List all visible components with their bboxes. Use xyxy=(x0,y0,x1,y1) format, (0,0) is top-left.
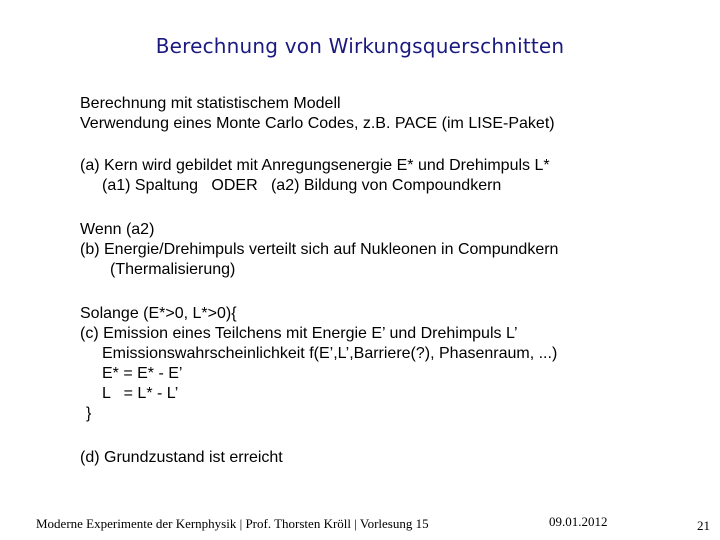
text-line: E* = E* - E’ xyxy=(102,365,183,382)
spacer xyxy=(80,280,680,304)
spacer xyxy=(80,134,680,156)
page-number: 21 xyxy=(697,518,710,533)
text-line: Berechnung mit statistischem Modell xyxy=(80,95,341,112)
footer-course: Moderne Experimente der Kernphysik | Prof. Thorsten Kröll | Vorlesung 15 xyxy=(36,516,429,531)
spacer xyxy=(80,196,680,220)
text-line: Wenn (a2) xyxy=(80,221,155,238)
slide-body xyxy=(80,94,680,468)
closing-brace: } xyxy=(86,405,92,422)
text-line: L = L* - L’ xyxy=(102,385,179,402)
text-line: (c) Emission eines Teilchens mit Energie E’ und Drehimpuls L’ xyxy=(80,325,518,342)
text-line: (a1) Spaltung ODER (a2) Bildung von Compoundkern xyxy=(102,177,502,194)
text-line: (Thermalisierung) xyxy=(110,261,236,278)
footer-date: 09.01.2012 xyxy=(549,514,608,529)
text-line: (a) Kern wird gebildet mit Anregungsenergie E* und Drehimpuls L* xyxy=(80,157,550,174)
text-line: Verwendung eines Monte Carlo Codes, z.B. PACE (im LISE-Paket) xyxy=(80,115,555,132)
text-line: Emissionswahrscheinlichkeit f(E’,L’,Barriere(?), Phasenraum, ...) xyxy=(102,345,558,362)
slide-title: Berechnung von Wirkungsquerschnitten xyxy=(155,34,565,58)
spacer xyxy=(80,424,680,448)
text-line: (d) Grundzustand ist erreicht xyxy=(80,449,283,466)
text-line: Solange (E*>0, L*>0){ xyxy=(80,305,237,322)
text-line: (b) Energie/Drehimpuls verteilt sich auf Nukleonen in Compundkern xyxy=(80,241,559,258)
